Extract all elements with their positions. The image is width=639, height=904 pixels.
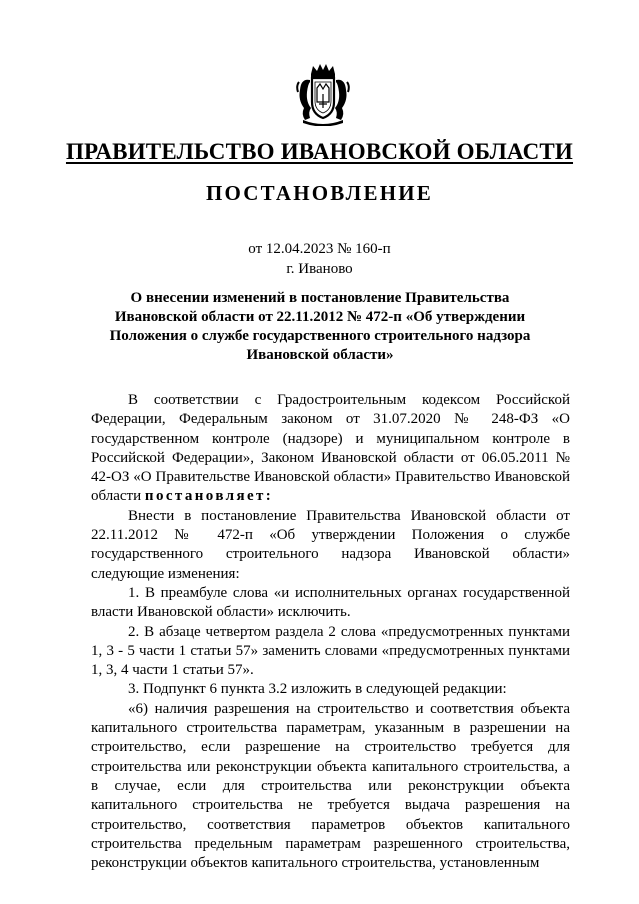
- body-paragraph-4: 3. Подпункт 6 пункта 3.2 изложить в следующей редакции:: [128, 681, 507, 698]
- body-paragraph-3: 2. В абзаце четвертом раздела 2 слова «предусмотренных пунктами 1, 3 - 5 части 1 статьи 57» заменить словами «предусмотренных пунктами 1, 3, 4 части 1 статьи 57».: [91, 623, 570, 679]
- body-paragraph-5: «6) наличия разрешения на строительство и соответствия объекта капитального строительства параметрам, указанным в разрешении на строительство, если разрешение на строительство требуется для строительства или реконструкции объекта капитального строительства, а в случае, если для строительства или реконструкции объекта капитального строительства не требуется выдача разрешения на строительство, соответствия параметров объектов капитального строительства предельным параметрам разрешенного строительства, реконструкции объектов капитального строительства, установленным: [91, 700, 570, 872]
- date-and-number: от 12.04.2023 № 160-п: [248, 241, 391, 257]
- document-type: ПОСТАНОВЛЕНИЕ: [205, 181, 434, 205]
- preamble-text: В соответствии с Градостроительным кодексом Российской Федерации, Федеральным законом от 31.07.2020 № 248-ФЗ «О государственном контроле (надзоре) и муниципальном контроле в Российской Федерации», Законом Ивановской области от 06.05.2011 № 42-ОЗ «О Правительстве Ивановской области» Правительство Ивановской области: [91, 392, 570, 505]
- body-paragraph-2: 1. В преамбуле слова «и исполнительных органах государственной власти Ивановской области» исключить.: [91, 584, 570, 621]
- document-subject: О внесении изменений в постановление Правительства Ивановской области от 22.11.2012 № 472-п «Об утверждении Положения о службе государственного строительного надзора Ивановской области»: [109, 290, 531, 363]
- decides-word: постановляет:: [144, 488, 274, 505]
- ivanovo-coat-of-arms-icon: [295, 62, 351, 126]
- preamble-paragraph: [91, 391, 570, 507]
- body-paragraph-1: Внести в постановление Правительства Ивановской области от 22.11.2012 № 472-п «Об утверждении Положения о службе государственного строительного надзора Ивановской области» следующие изменения:: [91, 507, 570, 582]
- government-title: ПРАВИТЕЛЬСТВО ИВАНОВСКОЙ ОБЛАСТИ: [65, 139, 574, 164]
- document-body: [91, 391, 570, 873]
- issue-city: г. Иваново: [286, 261, 353, 277]
